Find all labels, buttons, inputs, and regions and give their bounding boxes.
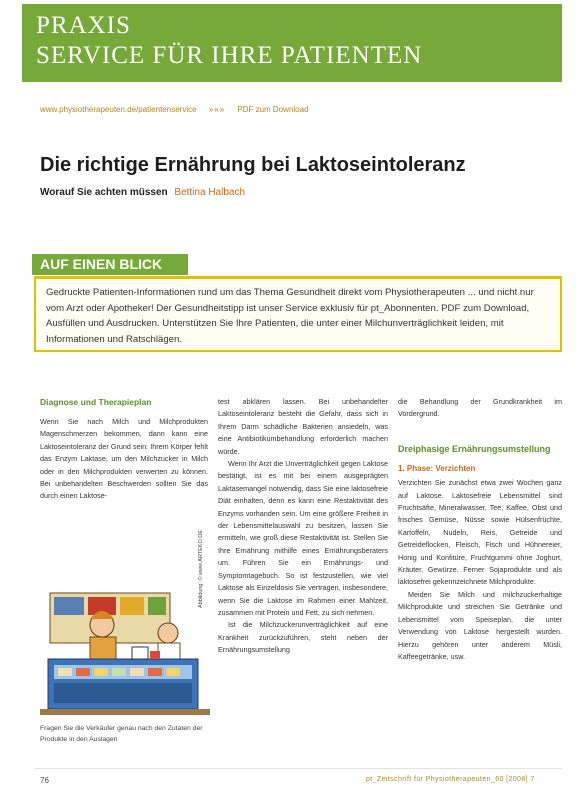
subheading-phase-1: 1. Phase: Verzichten <box>398 463 476 473</box>
illustration-credit: Abbildung: © www.ARTEKO.DE <box>198 530 204 608</box>
pdf-download-link[interactable]: PDF zum Download <box>237 105 309 114</box>
illustration-caption: Fragen Sie die Verkäufer genau nach den Zutaten der Produkte in den Auslagen <box>40 725 203 743</box>
summary-tag: AUF EINEN BLICK <box>32 254 188 275</box>
paragraph: test abklären lassen. Bei unbehandelter Laktoseintoleranz besteht die Gefahr, dass sich in Ihrem Darm schädliche Bakterien ansiedeln, was eine Antibiotikumbehandlung erforderlich machen würde. <box>218 397 388 456</box>
summary-text: Gedruckte Patienten-Informationen rund um das Thema Gesundheit direkt vom Physiotherapeuten ... und nicht nur vom Arzt oder Apotheker! Der Gesundheitstipp ist unser Service exklusiv für pt_Abonnenten. PDF zum Download, Ausfüllen und Ausdrucken. Unterstützen Sie Ihre Patienten, die unter einer Milchunverträglichkeit leiden, mit Informationen und Ratschlägen. <box>46 287 534 345</box>
section-heading-diagnosis: Diagnose und Therapieplan <box>40 397 152 407</box>
paragraph: Wenn Ihr Arzt die Unverträglichkeit gegen Laktose bestätigt, ist es mit bei einem ausgeprägten Laktasemangel notwendig, dass Sie eine laktosefreie Diät einhalten, denn es kann eine Restaktivität des Enzyms vorhanden sein. Um eine größere Freiheit in der Lebensmittelauswahl zu besitzen, lassen Sie ermitteln, wie groß diese Restaktivität ist. Stellen Sie Ihre Ernährung mithilfe eines Ernährungsberaters um. Führen Sie ein Ernährungs- und Symptomtagebuch. So ist festzustellen, wie viel Laktose als Einzeldosis Sie vertragen, insbesondere, wenn Sie die Laktose im Rahmen einer Mahlzeit, zusammen mit Protein und Fett, zu sich nehmen. <box>218 459 388 617</box>
patient-service-link[interactable]: www.physiotherapeuten.de/patientenservice <box>40 105 197 114</box>
column-3 <box>398 396 562 663</box>
paragraph: Ist die Milchzuckerunverträglichkeit auf eine Krankheit zurückzuführen, steht neben der Ernährungsumstellung <box>218 620 388 655</box>
header-banner <box>22 4 562 82</box>
page-number: 76 <box>40 776 49 785</box>
supermarket-illustration <box>40 585 210 725</box>
paragraph: Wenn Sie nach Milch und Milchprodukten Magenschmerzen bekommen, dann kann eine Laktoseintoleranz der Grund sein: Ihrem Körper fehlt das Enzym Laktase, um den Milchzucker in Milch oder in den Milchprodukten verwerten zu können. Bei unbehandelten Beschwerden sollten Sie das durch einen Laktose- <box>40 417 208 501</box>
journal-reference: pt_Zeitschrift für Physiotherapeuten_60 [2008] 7 <box>366 776 535 783</box>
paragraph: die Behandlung der Grundkrankheit im Vordergrund. <box>398 397 562 419</box>
column-2 <box>218 396 388 657</box>
web-links <box>40 105 319 114</box>
illustration-graphic <box>40 585 210 725</box>
paragraph: Verzichten Sie zunächst etwa zwei Wochen ganz auf Laktose. Laktosefreie Lebensmittel sind Fruchtsäfte, Mineralwasser, Tee, Kaffee, Obst und frisches Gemüse, Nüsse sowie Hülsenfrüchte, Kartoffeln, Nudeln, Reis, Getreide und Getreideflocken, Fleisch, Fisch und Hühnereier, Honig und Konfitüre, Fruchtgummi ohne Joghurt, Kräuter, Gewürze. Ferner Sojaprodukte und als laktosefrei gekennzeichnete Milchprodukte. <box>398 478 562 587</box>
article-subtitle-line <box>40 187 245 198</box>
header-subtitle: SERVICE FÜR IHRE PATIENTEN <box>36 42 423 69</box>
article-title: Die richtige Ernährung bei Laktoseintoleranz <box>40 154 466 176</box>
footer-divider <box>34 768 562 769</box>
header-title: PRAXIS <box>36 12 131 39</box>
summary-box <box>34 276 562 352</box>
column-1 <box>40 396 208 503</box>
paragraph: Meiden Sie Milch und milchzuckerhaltige Milchprodukte und streichen Sie Getränke und Lebensmittel vom Speiseplan, die unter Verwendung von Laktose hergestellt wurden. Hierzu gehören unter anderem Müsli, Kaffeegetränke, usw. <box>398 589 562 661</box>
section-heading-three-phase: Dreiphasige Ernährungsumstellung <box>398 443 551 454</box>
arrow-icon: »»» <box>208 105 226 114</box>
article-author: Bettina Halbach <box>174 187 246 198</box>
article-subtitle: Worauf Sie achten müssen <box>40 187 168 198</box>
